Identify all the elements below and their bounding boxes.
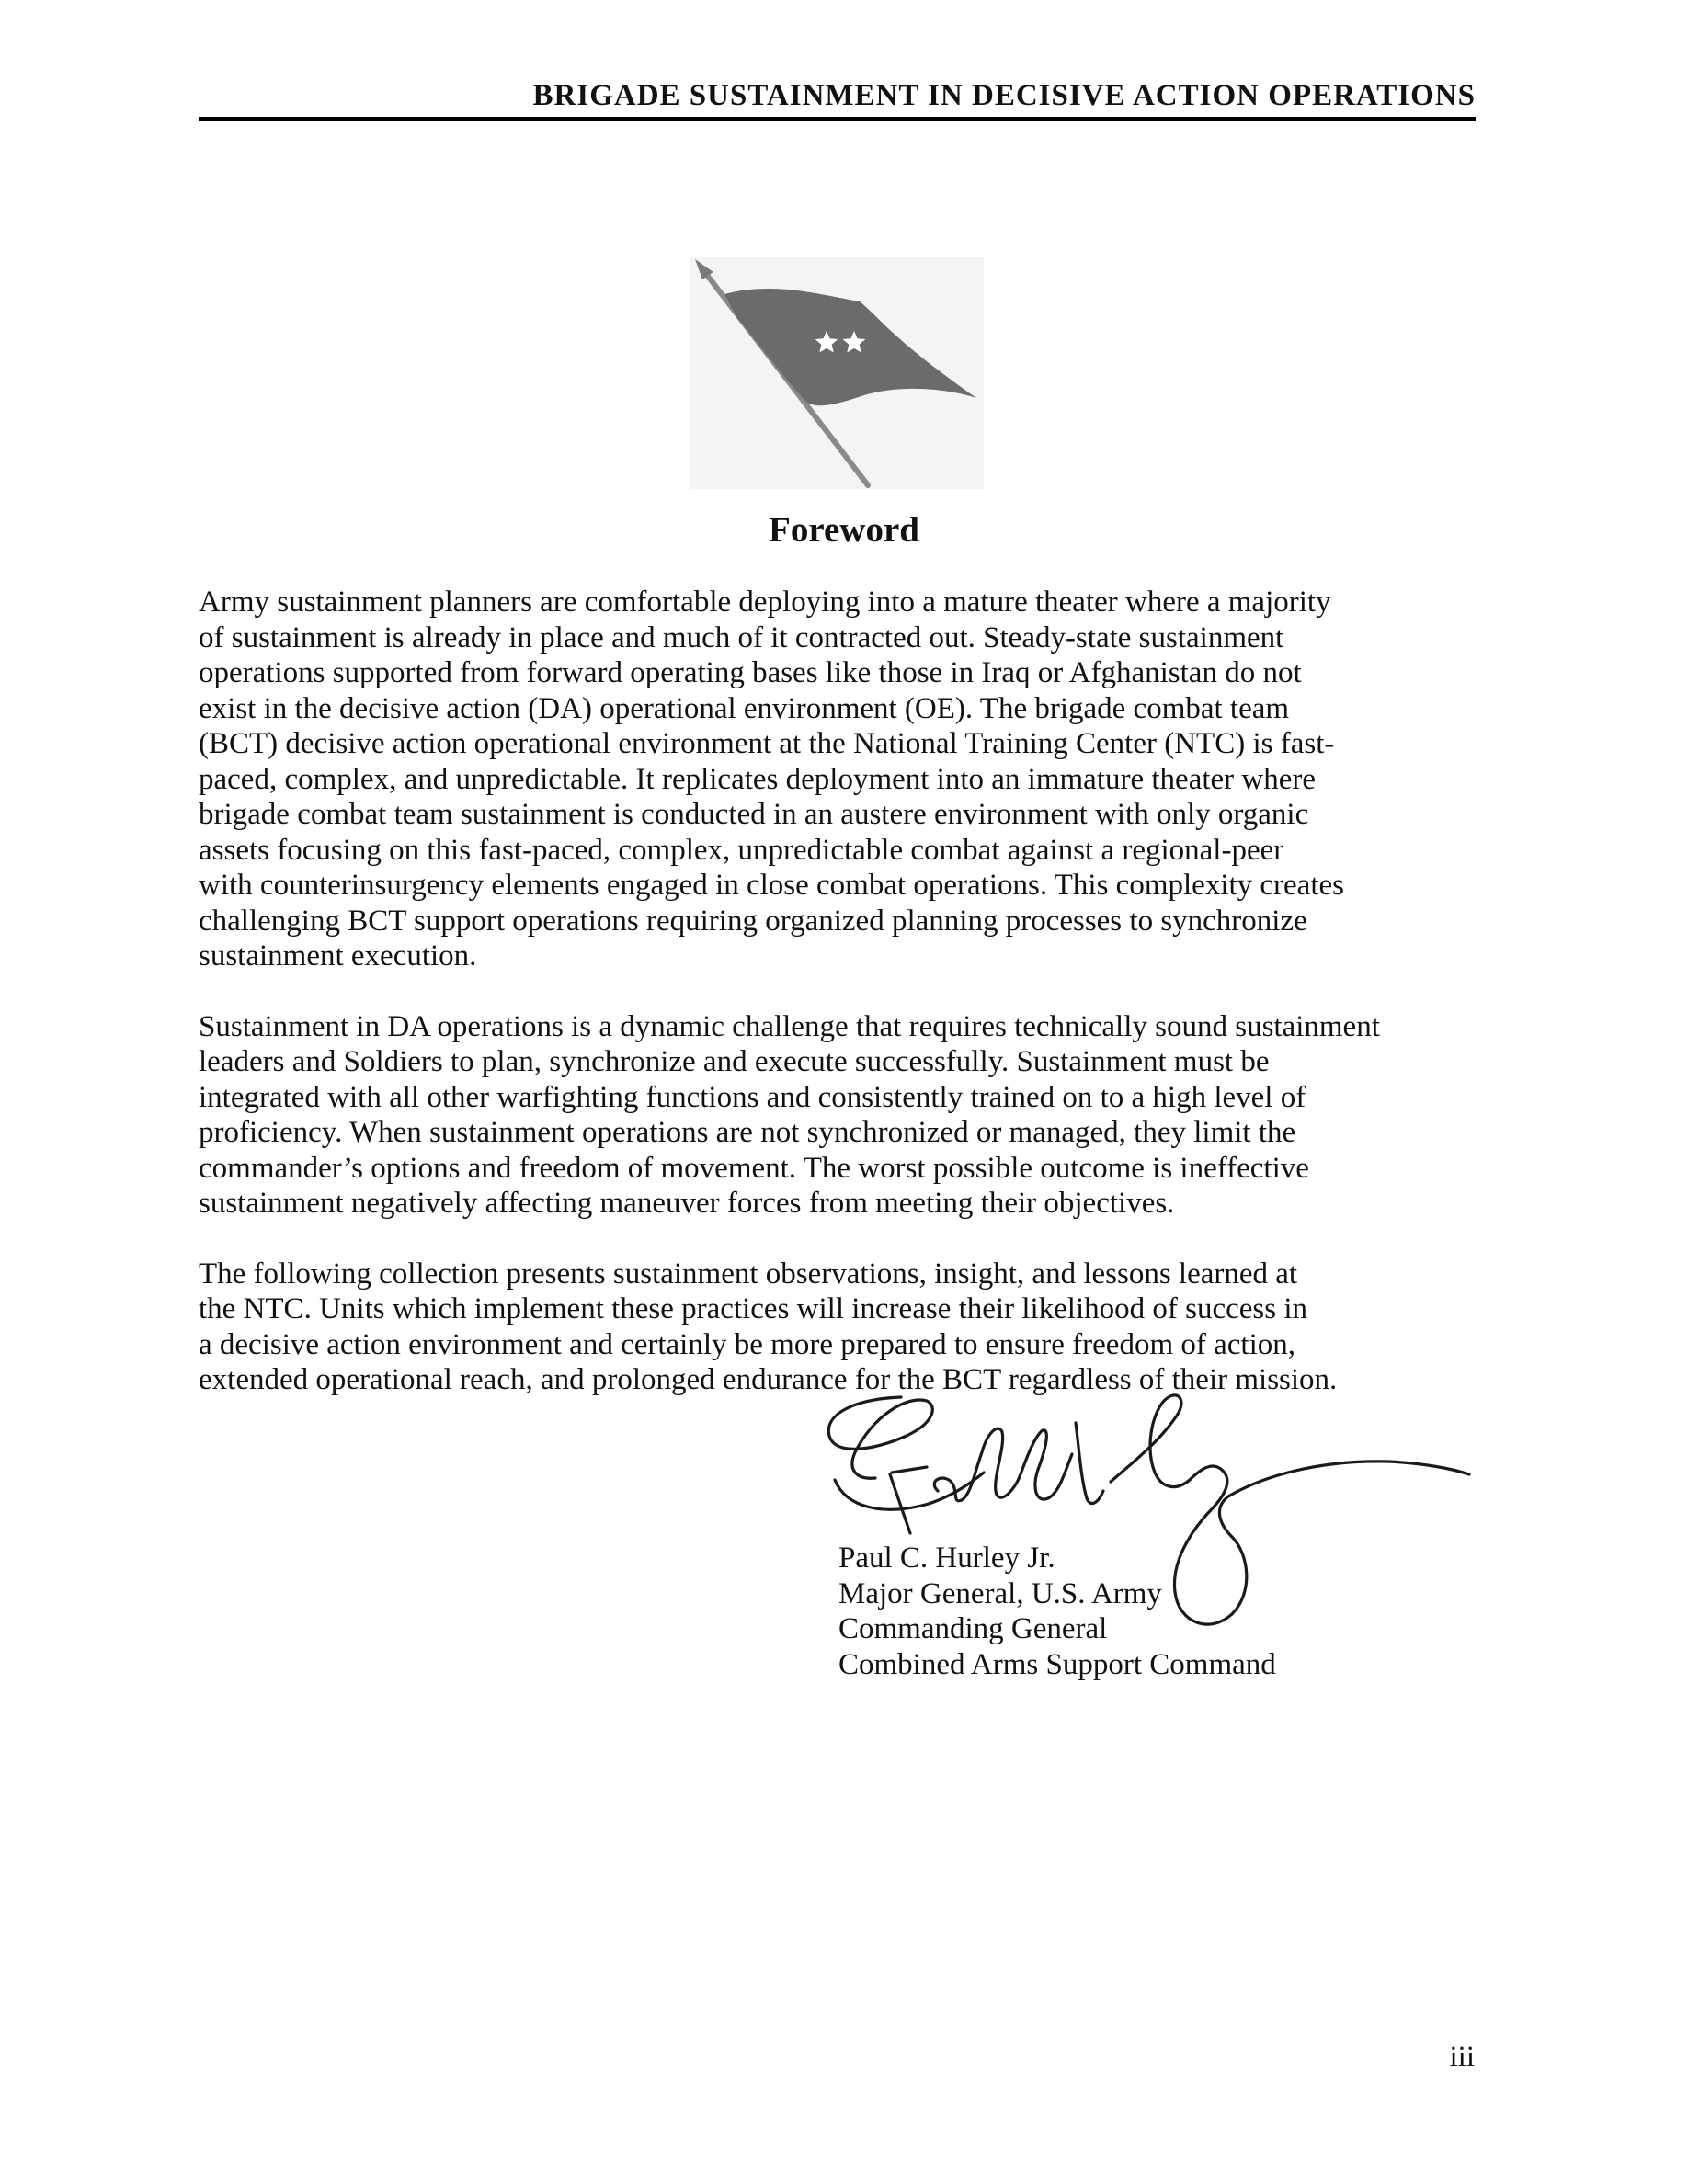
text-line: sustainment negatively affecting maneuver forces from meeting their objectives. xyxy=(199,1187,1175,1220)
text-line: with counterinsurgency elements engaged in close combat operations. This complexity creates xyxy=(199,869,1344,902)
paragraph xyxy=(199,1009,1504,1222)
text-line: The following collection presents sustainment observations, insight, and lessons learned at xyxy=(199,1257,1298,1291)
signer-organization: Combined Arms Support Command xyxy=(838,1647,1276,1681)
text-line: leaders and Soldiers to plan, synchronize and execute successfully. Sustainment must be xyxy=(199,1045,1270,1078)
running-header: BRIGADE SUSTAINMENT IN DECISIVE ACTION OPERATIONS xyxy=(532,79,1476,112)
signer-name: Paul C. Hurley Jr. xyxy=(838,1541,1055,1575)
header-rule xyxy=(199,117,1476,121)
paragraph xyxy=(199,585,1504,974)
text-line: challenging BCT support operations requiring organized planning processes to synchronize xyxy=(199,904,1307,938)
text-line: proficiency. When sustainment operations are not synchronized or managed, they limit the xyxy=(199,1116,1296,1149)
page-number: iii xyxy=(1449,2041,1475,2074)
text-line: paced, complex, and unpredictable. It replicates deployment into an immature theater where xyxy=(199,762,1317,796)
text-line: the NTC. Units which implement these practices will increase their likelihood of success in xyxy=(199,1292,1308,1325)
text-line: commander’s options and freedom of movement. The worst possible outcome is ineffective xyxy=(199,1151,1309,1185)
page-title: Foreword xyxy=(769,510,919,550)
text-line: (BCT) decisive action operational environment at the National Training Center (NTC) is fast- xyxy=(199,727,1335,760)
text-line: sustainment execution. xyxy=(199,939,477,973)
text-line: Sustainment in DA operations is a dynamic challenge that requires technically sound sustainment xyxy=(199,1009,1380,1043)
text-line: of sustainment is already in place and much of it contracted out. Steady-state sustainment xyxy=(199,620,1284,654)
text-line: integrated with all other warfighting functions and consistently trained on to a high level of xyxy=(199,1080,1306,1114)
foreword-body xyxy=(199,585,1504,1433)
signer-position: Commanding General xyxy=(838,1612,1108,1645)
text-line: Army sustainment planners are comfortable deploying into a mature theater where a majority xyxy=(199,586,1331,619)
text-line: brigade combat team sustainment is conducted in an austere environment with only organic xyxy=(199,798,1309,831)
text-line: exist in the decisive action (DA) operational environment (OE). The brigade combat team xyxy=(199,691,1290,725)
signer-rank: Major General, U.S. Army xyxy=(838,1576,1162,1610)
text-line: assets focusing on this fast-paced, complex, unpredictable combat against a regional-peer xyxy=(199,833,1284,867)
two-star-general-flag-icon xyxy=(690,257,984,489)
text-line: a decisive action environment and certainly be more prepared to ensure freedom of action, xyxy=(199,1327,1295,1361)
paragraph xyxy=(199,1257,1504,1398)
text-line: operations supported from forward operating bases like those in Iraq or Afghanistan do not xyxy=(199,656,1302,689)
signature-block xyxy=(838,1541,1276,1682)
text-line: extended operational reach, and prolonged endurance for the BCT regardless of their mission. xyxy=(199,1363,1338,1396)
